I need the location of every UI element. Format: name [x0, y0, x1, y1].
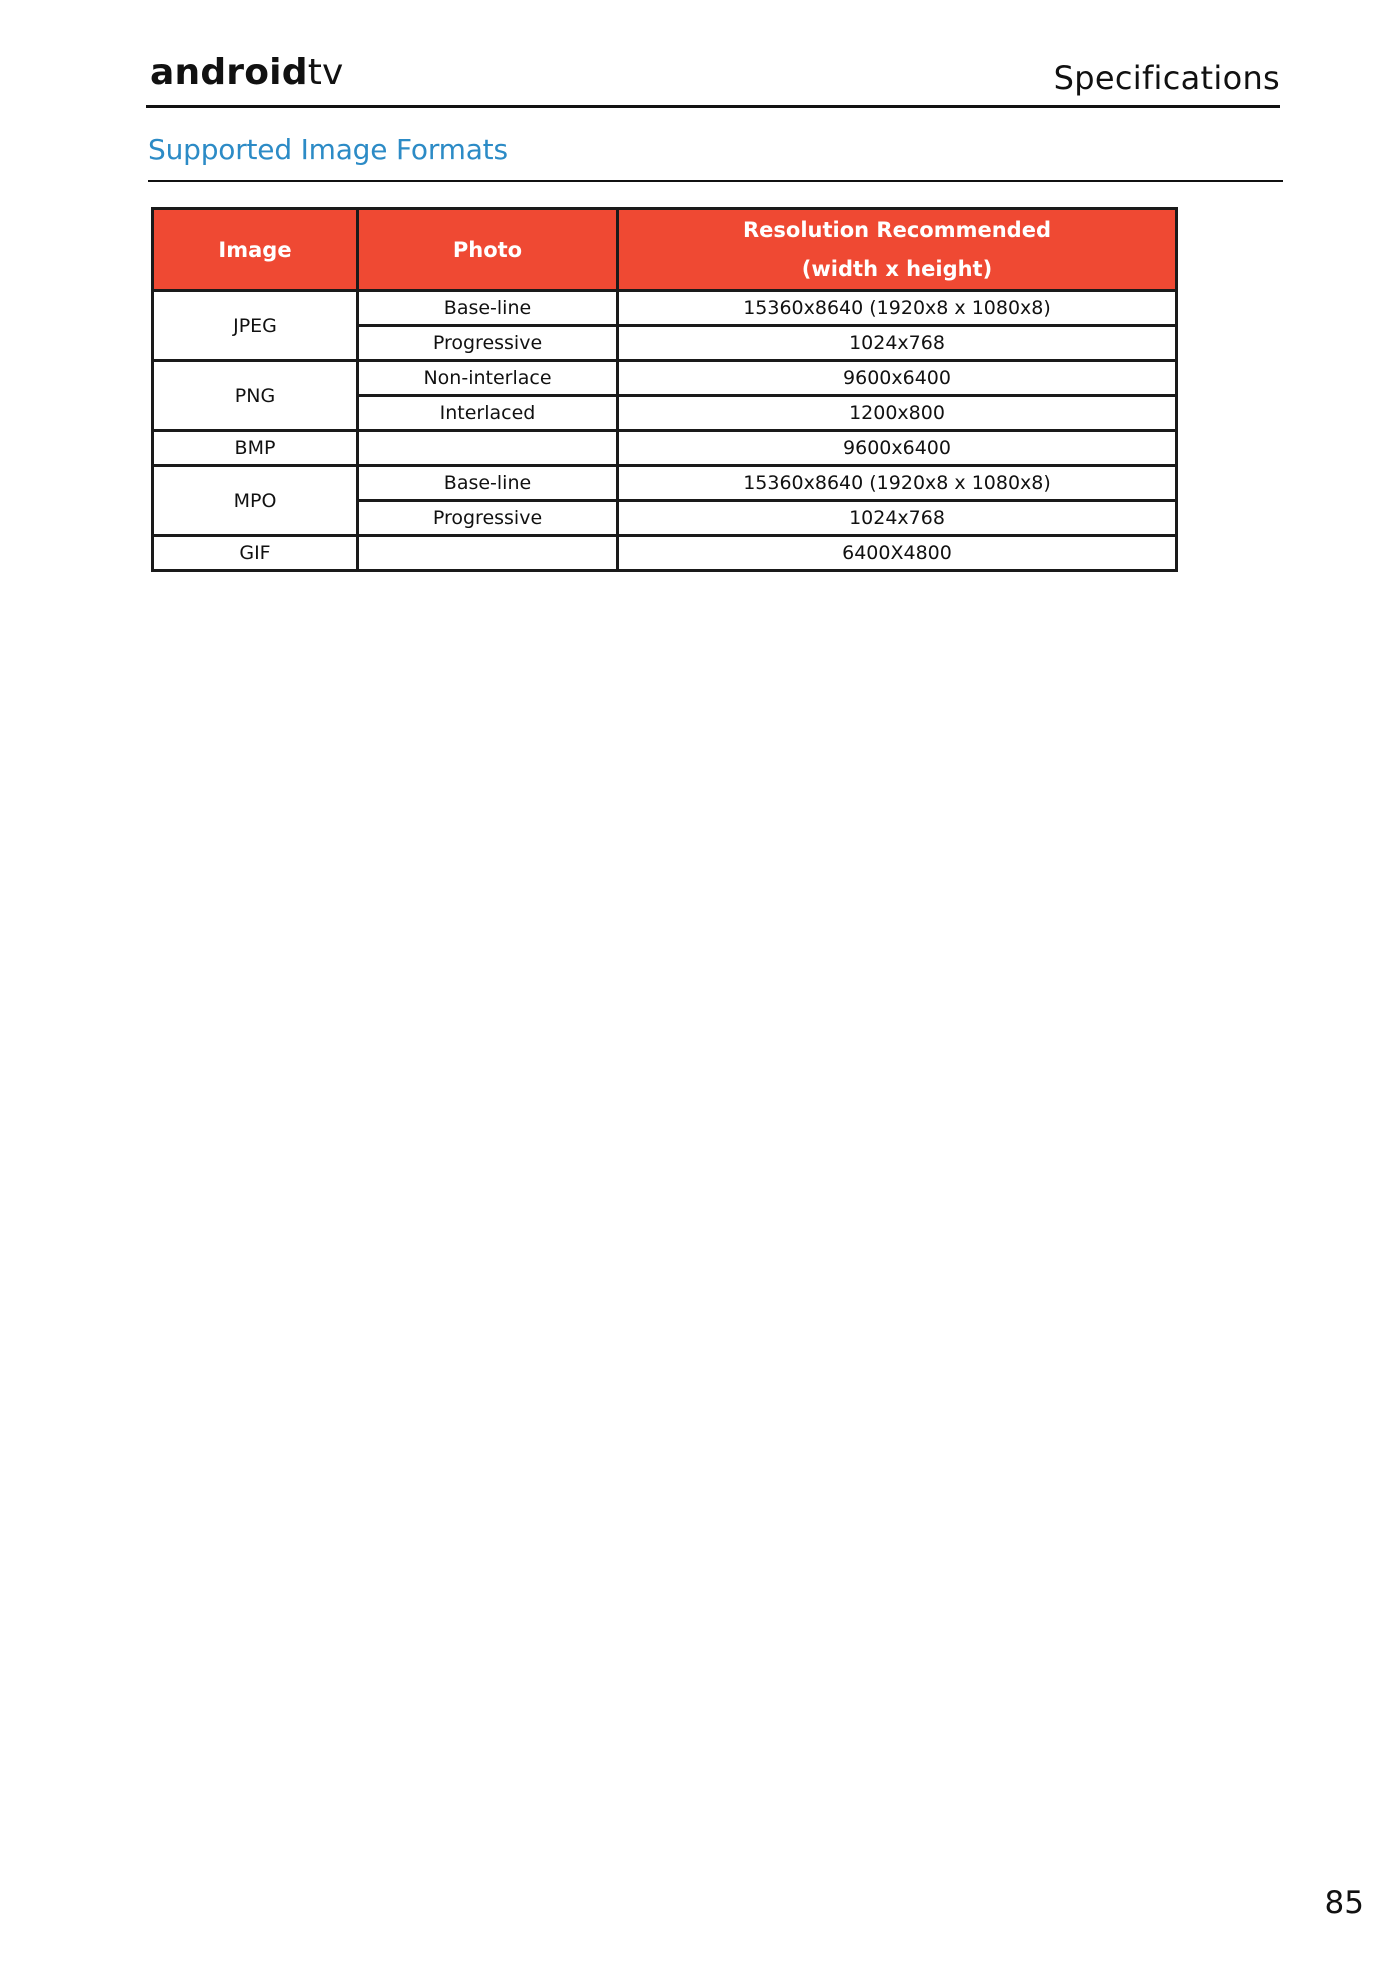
- cell-image-format: PNG: [153, 361, 358, 431]
- cell-photo-type: Progressive: [358, 326, 618, 361]
- table-row: [153, 291, 1177, 326]
- cell-resolution: 9600x6400: [618, 431, 1177, 466]
- page-header-title: Specifications: [1053, 59, 1280, 97]
- cell-resolution: 15360x8640 (1920x8 x 1080x8): [618, 466, 1177, 501]
- androidtv-logo: [150, 52, 344, 93]
- section-divider: [148, 180, 1283, 182]
- table-row: [153, 431, 1177, 466]
- cell-photo-type: Non-interlace: [358, 361, 618, 396]
- table-row: [153, 536, 1177, 571]
- header-divider: [146, 105, 1280, 108]
- header-resolution-line1: Resolution Recommended: [743, 217, 1051, 242]
- cell-image-format: JPEG: [153, 291, 358, 361]
- cell-resolution: 1024x768: [618, 501, 1177, 536]
- cell-photo-type: Progressive: [358, 501, 618, 536]
- cell-photo-type: Base-line: [358, 466, 618, 501]
- header-resolution-line2: (width x height): [801, 256, 993, 281]
- cell-photo-type: [358, 431, 618, 466]
- header-image: Image: [153, 209, 358, 291]
- cell-image-format: BMP: [153, 431, 358, 466]
- logo-text-android: android: [150, 52, 308, 93]
- cell-resolution: 1200x800: [618, 396, 1177, 431]
- cell-image-format: GIF: [153, 536, 358, 571]
- cell-resolution: 9600x6400: [618, 361, 1177, 396]
- table-row: [153, 466, 1177, 501]
- cell-photo-type: Interlaced: [358, 396, 618, 431]
- section-title: Supported Image Formats: [148, 133, 508, 166]
- header-resolution: [618, 209, 1177, 291]
- table-body: [153, 291, 1177, 571]
- cell-resolution: 1024x768: [618, 326, 1177, 361]
- cell-image-format: MPO: [153, 466, 358, 536]
- image-formats-table: [151, 207, 1178, 572]
- cell-photo-type: Base-line: [358, 291, 618, 326]
- header-photo: Photo: [358, 209, 618, 291]
- cell-resolution: 15360x8640 (1920x8 x 1080x8): [618, 291, 1177, 326]
- page-number: 85: [1324, 1885, 1364, 1921]
- cell-resolution: 6400X4800: [618, 536, 1177, 571]
- table-header-row: [153, 209, 1177, 291]
- logo-text-tv: tv: [307, 52, 344, 93]
- table-row: [153, 361, 1177, 396]
- cell-photo-type: [358, 536, 618, 571]
